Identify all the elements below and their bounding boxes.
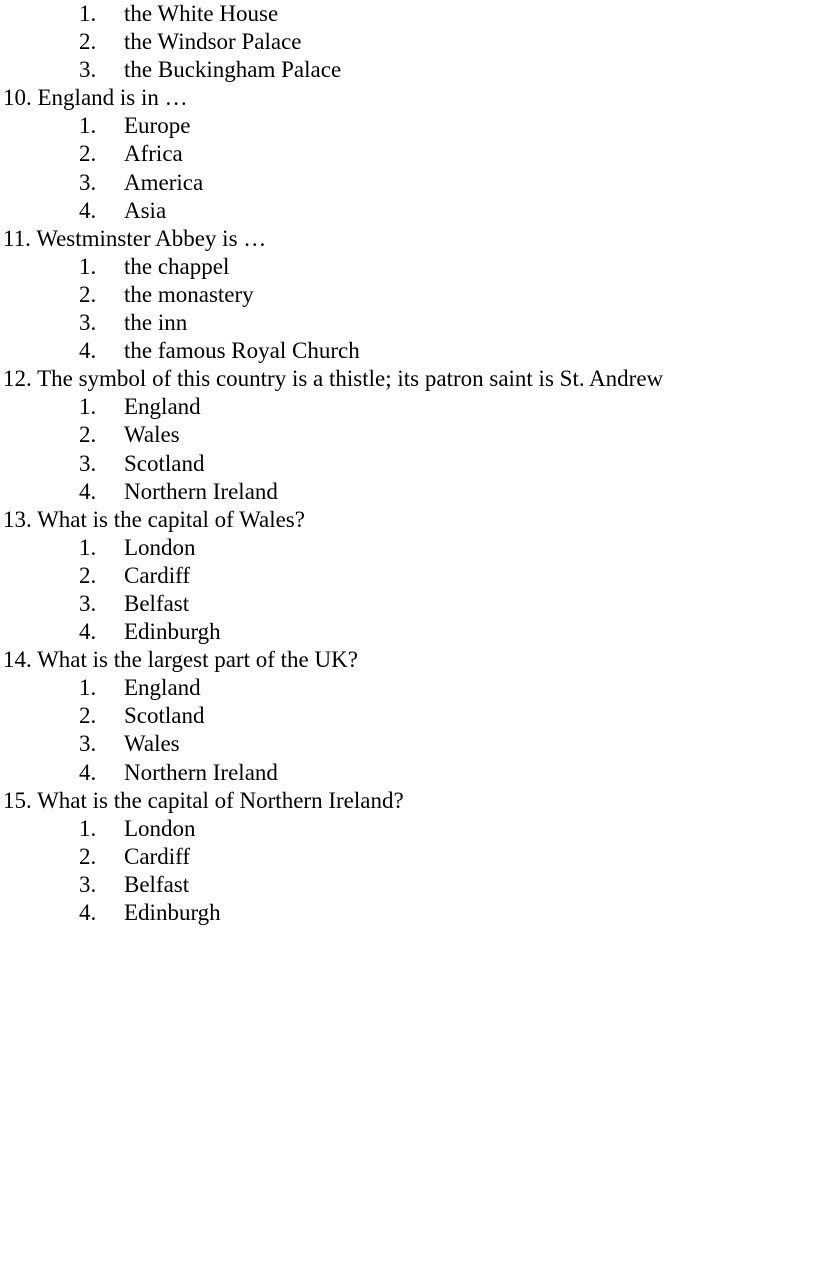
option-text: the famous Royal Church [124,338,360,364]
answer-option [0,0,816,28]
option-number: 4. [79,619,97,645]
answer-option [0,450,816,478]
answer-option [0,197,816,225]
option-text: Edinburgh [124,900,221,925]
answer-option [0,309,816,337]
option-text: Belfast [124,871,190,897]
option-text: London [124,815,196,841]
answer-option [0,253,816,281]
option-number: 3. [79,57,97,83]
option-number: 4. [79,197,97,223]
answer-option [0,28,816,56]
option-text: the chappel [124,253,230,279]
option-text: Northern Ireland [124,478,278,504]
option-text: the inn [124,310,188,336]
option-text: England [124,675,201,701]
answer-option [0,534,816,562]
option-text: the Windsor Palace [124,29,302,55]
option-text: America [124,169,204,195]
option-number: 3. [79,871,97,897]
question-text: 13. What is the capital of Wales? [3,506,305,532]
option-number: 4. [79,478,97,504]
option-text: Europe [124,113,191,139]
option-number: 3. [79,310,97,336]
question-text: 12. The symbol of this country is a thistle; its patron saint is St. Andrew [3,366,664,392]
option-number: 2. [79,422,97,448]
option-number: 3. [79,731,97,757]
answer-option [0,759,816,787]
option-number: 1. [79,394,97,420]
option-text: Asia [124,197,167,223]
option-number: 2. [79,29,97,55]
answer-option [0,899,816,927]
option-text: the monastery [124,281,254,307]
answer-option [0,112,816,140]
option-number: 3. [79,450,97,476]
option-text: Edinburgh [124,619,221,645]
option-text: Cardiff [124,843,191,869]
answer-option [0,562,816,590]
question-text: 10. England is in … [3,85,188,111]
answer-option [0,590,816,618]
option-text: the Buckingham Palace [124,57,342,83]
answer-option [0,56,816,84]
answer-option [0,730,816,758]
option-number: 3. [79,590,97,616]
question-text: 14. What is the largest part of the UK? [3,647,358,673]
answer-option [0,478,816,506]
answer-option [0,337,816,365]
option-text: Northern Ireland [124,759,278,785]
answer-option [0,871,816,899]
option-text: Scotland [124,703,205,729]
answer-option [0,169,816,197]
answer-option [0,674,816,702]
option-number: 1. [79,675,97,701]
option-text: London [124,534,196,560]
question-text: 11. Westminster Abbey is … [3,225,267,251]
option-number: 4. [79,900,97,925]
option-number: 4. [79,759,97,785]
option-text: Cardiff [124,562,191,588]
option-text: Wales [124,422,180,448]
option-text: Belfast [124,590,190,616]
option-text: Scotland [124,450,205,476]
answer-option [0,393,816,421]
answer-option [0,815,816,843]
option-number: 2. [79,562,97,588]
option-number: 1. [79,253,97,279]
option-number: 4. [79,338,97,364]
option-text: Africa [124,141,183,167]
option-number: 2. [79,141,97,167]
answer-option [0,843,816,871]
option-number: 2. [79,281,97,307]
answer-option [0,702,816,730]
option-number: 2. [79,703,97,729]
option-text: Wales [124,731,180,757]
option-number: 1. [79,113,97,139]
option-number: 2. [79,843,97,869]
option-number: 1. [79,815,97,841]
answer-option [0,140,816,168]
option-number: 1. [79,1,97,26]
answer-option [0,618,816,646]
question-text: 15. What is the capital of Northern Ireland? [3,787,404,813]
answer-option [0,281,816,309]
option-text: the White House [124,1,279,26]
answer-option [0,421,816,449]
option-number: 3. [79,169,97,195]
option-number: 1. [79,534,97,560]
option-text: England [124,394,201,420]
